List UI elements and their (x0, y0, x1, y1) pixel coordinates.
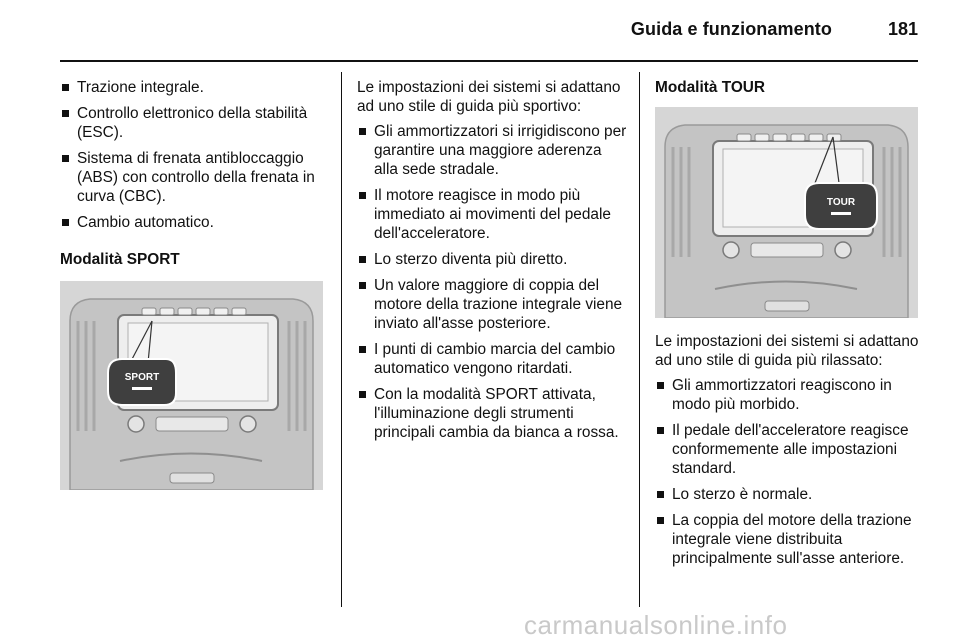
sport-mode-heading: Modalità SPORT (60, 251, 180, 268)
page-number: 181 (887, 19, 918, 39)
bullet-icon (359, 282, 366, 289)
bullet-icon (62, 84, 69, 91)
list-item: Il motore reagisce in modo più immediato ai movimenti del pedale dell'acceleratore. (357, 186, 627, 243)
list-item: Lo sterzo diventa più diretto. (357, 250, 627, 269)
bullet-icon (62, 219, 69, 226)
list-item: Gli ammortizzatori si irrigidiscono per garantire una maggiore aderenza alla sede stradale. (357, 122, 627, 179)
bullet-icon (359, 128, 366, 135)
bullet-icon (359, 256, 366, 263)
list-item: Con la modalità SPORT attivata, l'illuminazione degli strumenti principali cambia da bianca a rossa. (357, 385, 627, 442)
tour-effects-list (655, 376, 923, 568)
column-divider-left (341, 72, 342, 607)
bullet-icon (657, 382, 664, 389)
list-item: Sistema di frenata antibloccaggio (ABS) con controllo della frenata in curva (CBC). (60, 149, 328, 206)
bullet-icon (657, 517, 664, 524)
tour-button-illustration (655, 107, 918, 318)
bullet-icon (62, 155, 69, 162)
bullet-icon (657, 491, 664, 498)
list-item: Trazione integrale. (60, 78, 328, 97)
tour-mode-heading: Modalità TOUR (655, 79, 766, 96)
tour-button-label: TOUR (826, 197, 856, 208)
list-item: Controllo elettronico della stabilità (ESC). (60, 104, 328, 142)
sport-button-label: SPORT (124, 372, 160, 383)
column-2 (357, 78, 627, 449)
bullet-icon (359, 192, 366, 199)
list-item: Cambio automatico. (60, 213, 328, 232)
header-rule (60, 60, 918, 62)
sport-effects-list (357, 122, 627, 442)
list-item: La coppia del motore della trazione integrale viene distribuita principalmente sull'asse anteriore. (655, 511, 923, 568)
list-item: Lo sterzo è normale. (655, 485, 923, 504)
list-item: Il pedale dell'acceleratore reagisce conformemente alle impostazioni standard. (655, 421, 923, 478)
list-item: Gli ammortizzatori reagiscono in modo più morbido. (655, 376, 923, 414)
list-item: Un valore maggiore di coppia del motore della trazione integrale viene inviato all'asse posteriore. (357, 276, 627, 333)
bullet-icon (62, 110, 69, 117)
column-3 (655, 78, 923, 575)
list-item: I punti di cambio marcia del cambio automatico vengono ritardati. (357, 340, 627, 378)
feature-list (60, 78, 328, 232)
bullet-icon (359, 391, 366, 398)
page-header-title: Guida e funzionamento (630, 19, 832, 39)
sport-intro-text: Le impostazioni dei sistemi si adattano ad uno stile di guida più sportivo: (357, 79, 621, 115)
column-1 (60, 78, 328, 490)
watermark: carmanualsonline.info (524, 610, 788, 640)
tour-intro-text: Le impostazioni dei sistemi si adattano ad uno stile di guida più rilassato: (655, 333, 919, 369)
sport-button-illustration (60, 281, 323, 490)
column-divider-right (639, 72, 640, 607)
bullet-icon (657, 427, 664, 434)
bullet-icon (359, 346, 366, 353)
